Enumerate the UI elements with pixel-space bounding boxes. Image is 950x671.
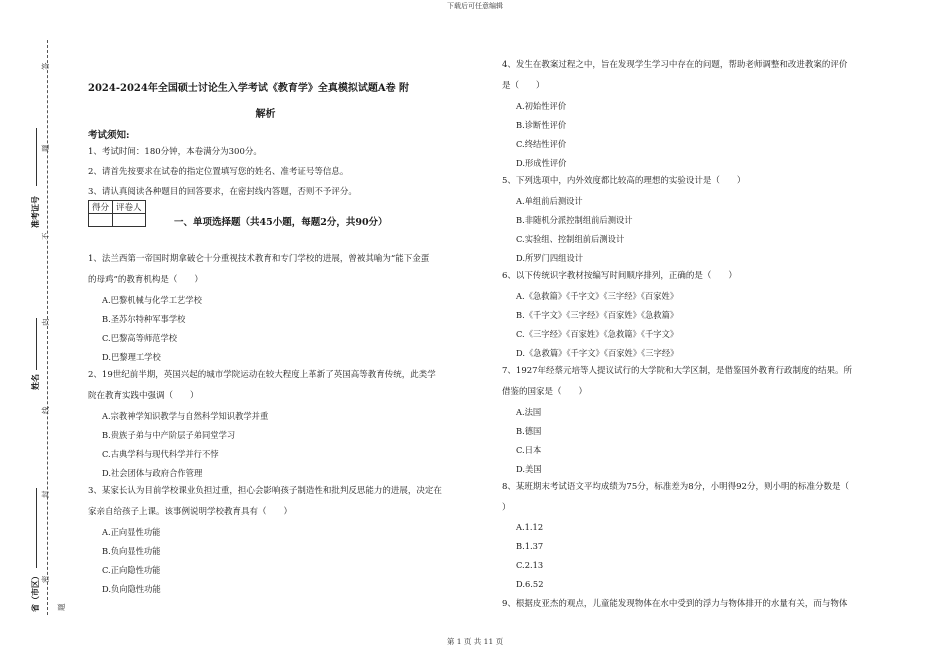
question-stem: 的母鸡”的教育机构是（ ） [88, 275, 203, 285]
question-stem: 借鉴的国家是（ ） [502, 387, 588, 397]
answer-option: D.美国 [516, 464, 542, 474]
answer-option: B.诊断性评价 [516, 120, 567, 130]
answer-option: A.1.12 [516, 522, 544, 532]
answer-option: C.实验组、控制组前后测设计 [516, 234, 625, 244]
question-stem: 9、根据皮亚杰的观点，儿童能发现物体在水中受到的浮力与物体排开的水量有关，而与物体 [502, 599, 848, 609]
question-stem: 5、下列选项中，内外效度都比较高的理想的实验设计是（ ） [502, 176, 746, 186]
province-line [36, 488, 37, 568]
binding-mark: 题 [57, 603, 66, 611]
label-exam-number: 准考证号 [30, 196, 40, 228]
score-cell [89, 214, 113, 227]
answer-option: A.宗教神学知识教学与自然科学知识教学并重 [102, 411, 269, 421]
question-stem: 3、某家长认为目前学校课业负担过重，担心会影响孩子制造性和批判反思能力的进展，决定在 [88, 486, 442, 496]
answer-option: A.单组前后测设计 [516, 196, 583, 206]
grader-cell [113, 214, 146, 227]
notice-heading: 考试须知: [88, 130, 130, 141]
answer-option: C.《三字经》《百家姓》《急救篇》《千字文》 [516, 329, 679, 339]
question-stem: 2、19世纪前半期，英国兴起的城市学院运动在较大程度上革新了英国高等教育传统，此类学 [88, 370, 436, 380]
notice-item: 1、考试时间：180分钟，本卷满分为300分。 [88, 147, 262, 157]
answer-option: A.正向显性功能 [102, 527, 161, 537]
binding-mark: 封 [41, 490, 50, 498]
answer-option: B.非随机分派控制组前后测设计 [516, 215, 633, 225]
question-stem: ） [502, 503, 511, 513]
label-province: 省（市区） [30, 572, 40, 612]
grader-header: 评卷人 [113, 201, 146, 214]
answer-option: A.初始性评价 [516, 101, 567, 111]
answer-option: C.终结性评价 [516, 139, 567, 149]
answer-option: C.巴黎高等师范学校 [102, 333, 178, 343]
binding-dashed-line [47, 40, 48, 615]
binding-mark: 线 [41, 406, 50, 414]
document-title-line2: 解析 [255, 109, 276, 120]
header-note: 下载后可任意编辑 [447, 2, 503, 10]
answer-option: B.负向显性功能 [102, 546, 161, 556]
question-stem: 院在教育实践中强调（ ） [88, 391, 199, 401]
binding-mark: 密 [41, 575, 50, 583]
answer-option: D.负向隐性功能 [102, 584, 161, 594]
binding-mark: 题 [41, 144, 50, 152]
question-stem: 7、1927年经蔡元培等人提议试行的大学院和大学区制，是借鉴国外教育行政制度的结果。所 [502, 366, 853, 376]
question-stem: 4、发生在教案过程之中，旨在发现学生学习中存在的问题，帮助老师调整和改进教案的评价 [502, 60, 848, 70]
question-stem: 家亲自给孩子上课。该事例说明学校教育具有（ ） [88, 507, 293, 517]
exam-number-line [36, 128, 37, 186]
notice-item: 2、请首先按要求在试卷的指定位置填写您的姓名、准考证号等信息。 [88, 167, 349, 177]
answer-option: C.正向隐性功能 [102, 565, 161, 575]
answer-option: D.所罗门四组设计 [516, 253, 584, 263]
answer-option: B.圣苏尔特种军事学校 [102, 314, 186, 324]
notice-item: 3、请认真阅读各种题目的回答要求，在密封线内答题，否则不予评分。 [88, 187, 357, 197]
score-table [88, 200, 146, 227]
question-stem: 是（ ） [502, 81, 545, 91]
section-heading: 一、单项选择题（共45小题，每题2分，共90分） [174, 217, 388, 228]
answer-option: B.1.37 [516, 541, 544, 551]
answer-option: C.2.13 [516, 560, 544, 570]
answer-option: C.古典学科与现代科学并行不悖 [102, 449, 219, 459]
answer-option: D.社会团体与政府合作管理 [102, 468, 203, 478]
page-footer: 第 1 页 共 11 页 [446, 637, 504, 646]
answer-option: A.《急救篇》《千字文》《三字经》《百家姓》 [516, 291, 679, 301]
document-title: 2024-2024年全国硕士讨论生入学考试《教育学》全真模拟试题A卷 附 解析 [88, 76, 443, 128]
answer-option: D.巴黎理工学校 [102, 352, 161, 362]
answer-option: B.《千字文》《三字经》《百家姓》《急救篇》 [516, 310, 679, 320]
question-stem: 8、某班期末考试语文平均成绩为75分，标准差为8分，小明得92分，则小明的标准分数是（ [502, 482, 849, 492]
question-stem: 1、法兰西第一帝国时期拿破仑十分重视技术教育和专门学校的进展，曾被其喻为“能下金蛋 [88, 254, 430, 264]
binding-mark: 答 [41, 62, 50, 70]
label-name: 姓名 [30, 374, 40, 390]
answer-option: B.贵族子弟与中产阶层子弟同堂学习 [102, 430, 236, 440]
score-header: 得分 [89, 201, 113, 214]
answer-option: D.6.52 [516, 579, 544, 589]
name-line [36, 318, 37, 370]
binding-mark: 内 [41, 318, 50, 326]
answer-option: A.巴黎机械与化学工艺学校 [102, 295, 202, 305]
question-stem: 6、以下传统识字教材按编写时间顺序排列，正确的是（ ） [502, 271, 737, 281]
answer-option: A.法国 [516, 407, 542, 417]
binding-mark: 不 [41, 232, 50, 240]
answer-option: D.《急救篇》《千字文》《百家姓》《三字经》 [516, 348, 679, 358]
answer-option: B.德国 [516, 426, 542, 436]
answer-option: D.形成性评价 [516, 158, 567, 168]
answer-option: C.日本 [516, 445, 542, 455]
